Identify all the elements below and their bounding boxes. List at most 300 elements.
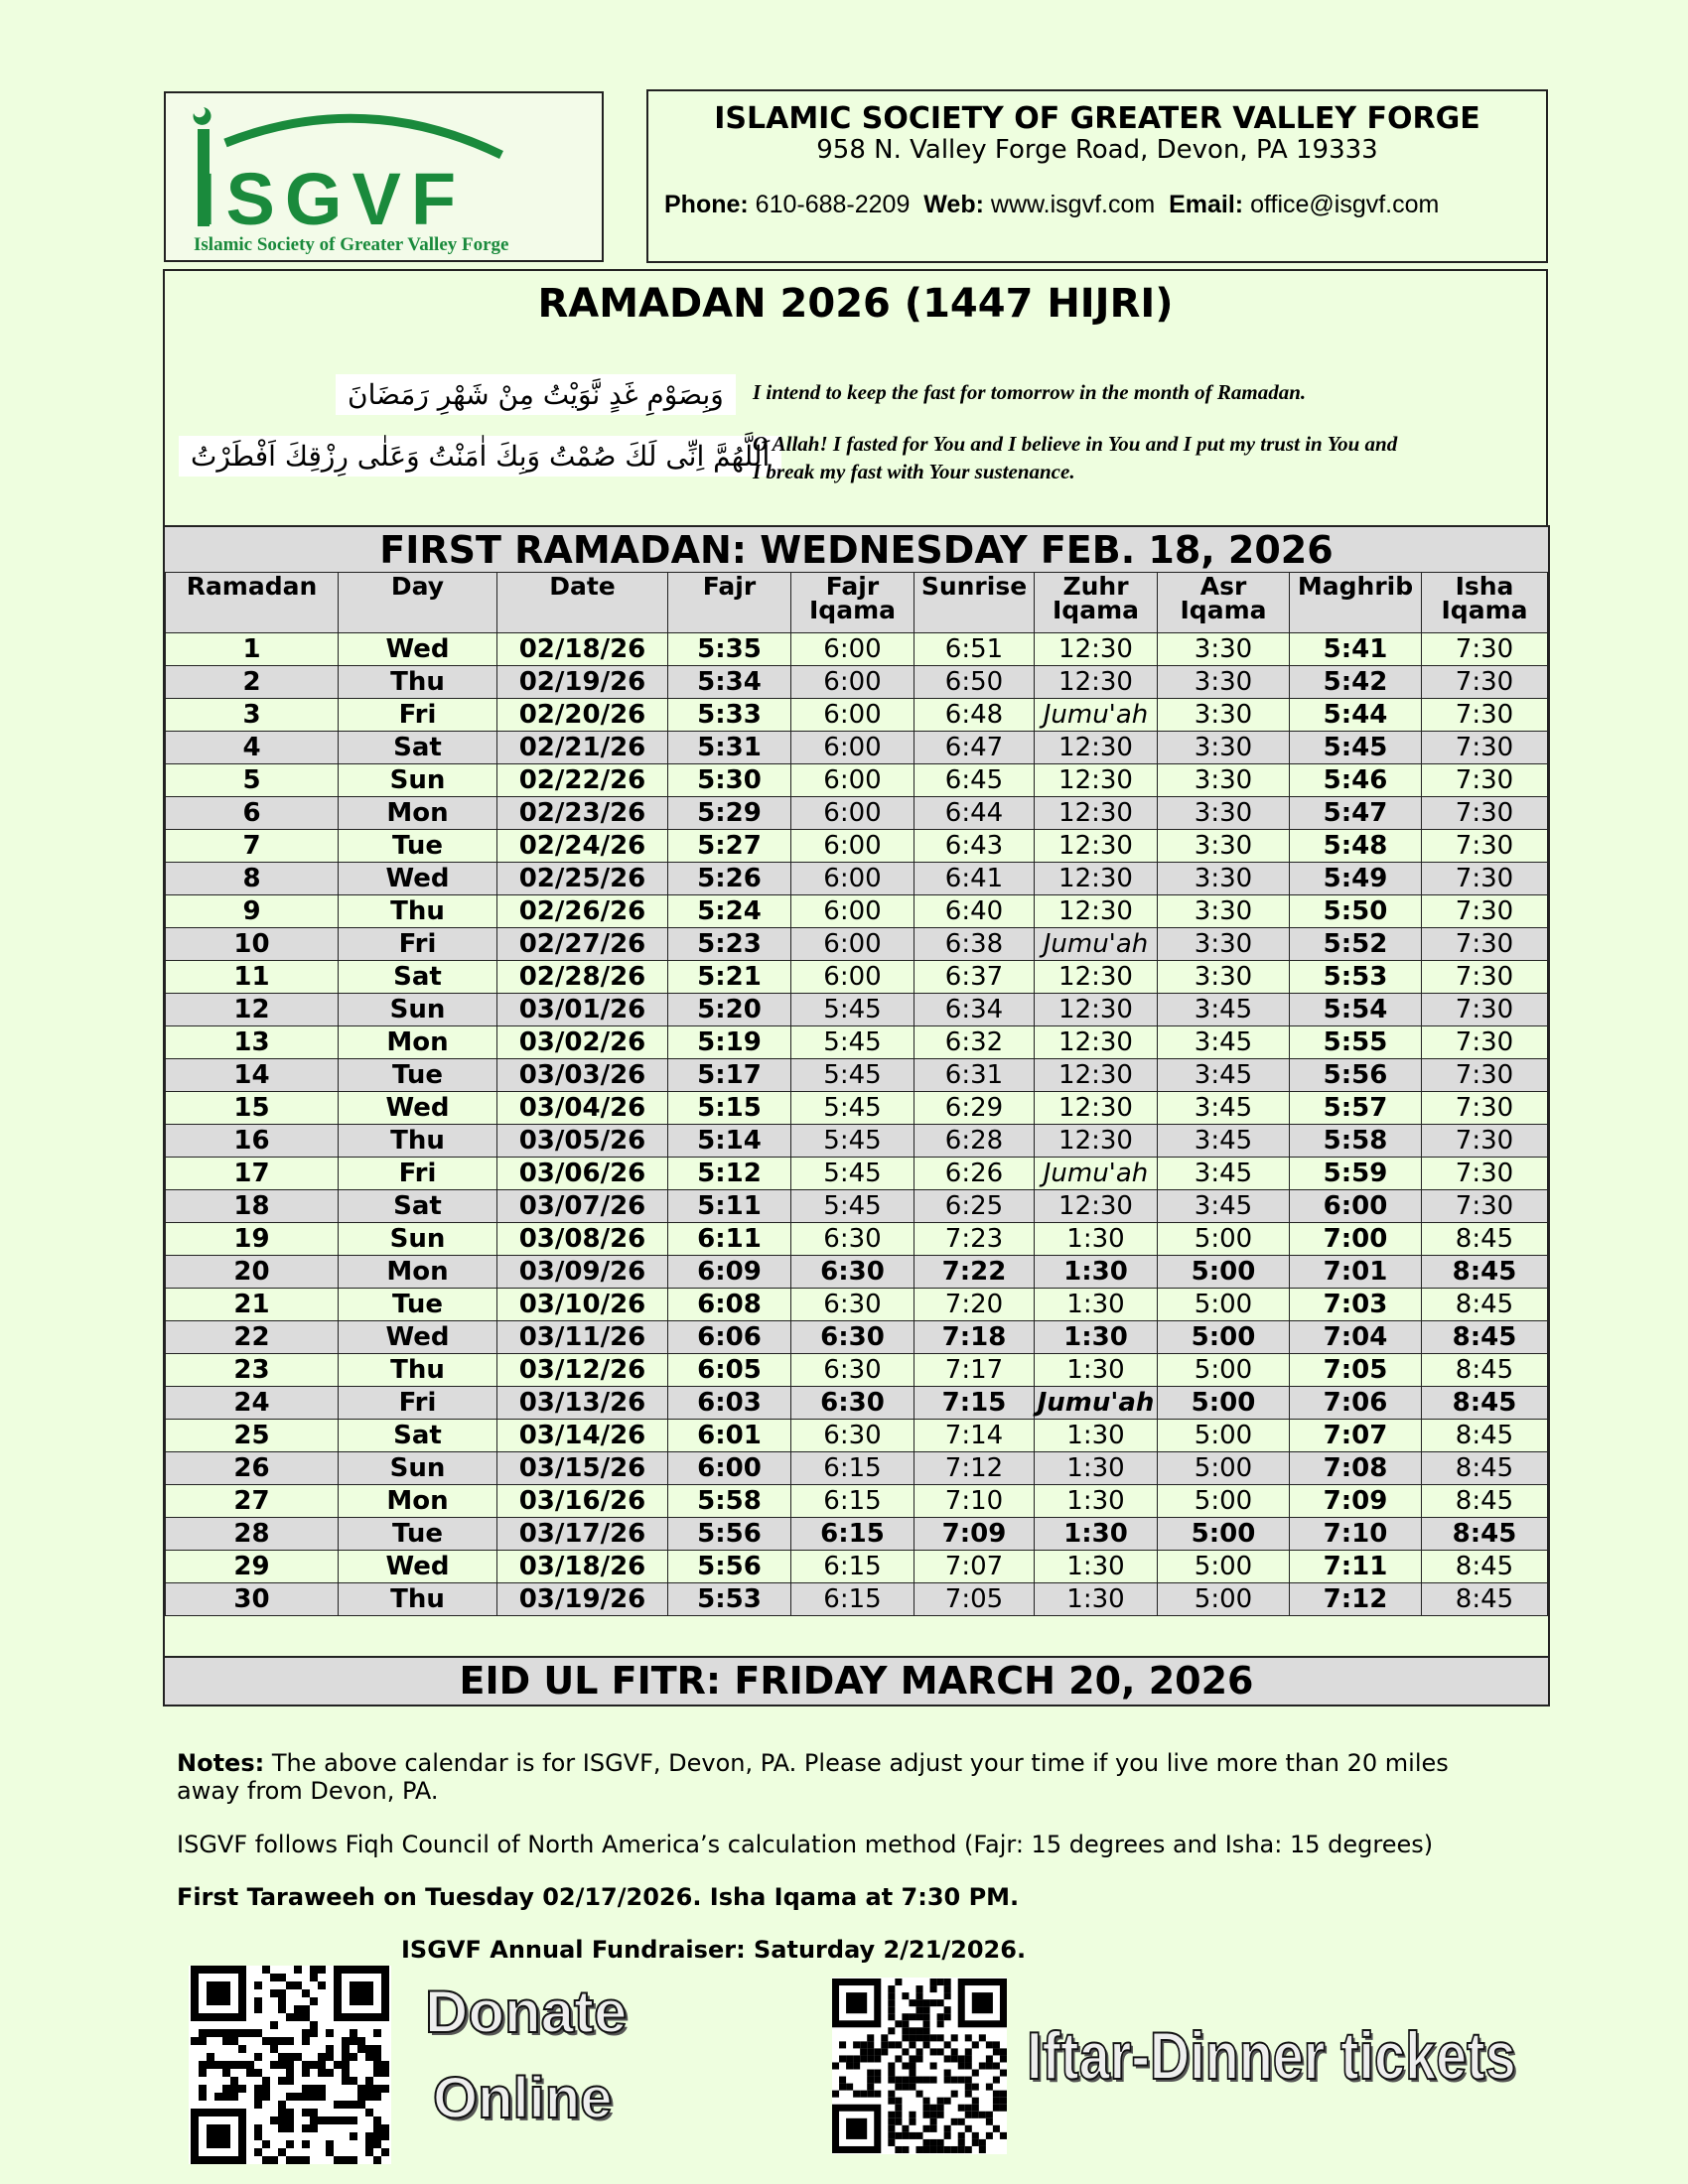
- calc-method-note: ISGVF follows Fiqh Council of North America’s calculation method (Fajr: 15 degrees and Isha: 15 degrees): [177, 1831, 1434, 1858]
- table-cell: 21: [166, 1289, 339, 1321]
- table-cell: 1:30: [1035, 1452, 1158, 1485]
- table-cell: 5:45: [791, 1026, 914, 1059]
- table-cell: 6:30: [791, 1354, 914, 1387]
- table-cell: 5:31: [668, 732, 791, 764]
- table-cell: 7:10: [1290, 1518, 1422, 1551]
- notes-label: Notes:: [177, 1749, 265, 1777]
- table-cell: Wed: [339, 1092, 497, 1125]
- timetable-title: FIRST RAMADAN: WEDNESDAY FEB. 18, 2026: [165, 527, 1548, 574]
- table-cell: 8:45: [1422, 1256, 1548, 1289]
- table-cell: 28: [166, 1518, 339, 1551]
- table-cell: 19: [166, 1223, 339, 1256]
- table-cell: 03/09/26: [497, 1256, 668, 1289]
- table-cell: 5:00: [1158, 1551, 1290, 1583]
- table-cell: 7:10: [914, 1485, 1035, 1518]
- table-cell: 5:45: [791, 1059, 914, 1092]
- table-cell: 5:56: [668, 1518, 791, 1551]
- table-row: [166, 1026, 1548, 1059]
- table-cell: 5:00: [1158, 1387, 1290, 1420]
- table-cell: 11: [166, 961, 339, 994]
- table-cell: Mon: [339, 797, 497, 830]
- notes-text-2: away from Devon, PA.: [177, 1777, 439, 1805]
- table-cell: Sun: [339, 994, 497, 1026]
- email-label: Email:: [1169, 191, 1244, 218]
- table-row: [166, 797, 1548, 830]
- table-cell: 5:45: [791, 1092, 914, 1125]
- table-row: [166, 1059, 1548, 1092]
- table-cell: 7:09: [1290, 1485, 1422, 1518]
- table-cell: 7:17: [914, 1354, 1035, 1387]
- table-cell: 6:00: [791, 797, 914, 830]
- table-cell: 1:30: [1035, 1583, 1158, 1616]
- table-row: [166, 1387, 1548, 1420]
- table-cell: 6:09: [668, 1256, 791, 1289]
- table-cell: 6:00: [791, 830, 914, 863]
- table-cell: 6:15: [791, 1452, 914, 1485]
- table-cell: 6:30: [791, 1387, 914, 1420]
- table-cell: 6:43: [914, 830, 1035, 863]
- table-cell: 26: [166, 1452, 339, 1485]
- table-cell: 8:45: [1422, 1223, 1548, 1256]
- table-cell: 02/26/26: [497, 895, 668, 928]
- table-cell: 12:30: [1035, 764, 1158, 797]
- table-cell: 03/06/26: [497, 1158, 668, 1190]
- table-cell: 6:11: [668, 1223, 791, 1256]
- table-cell: 03/14/26: [497, 1420, 668, 1452]
- table-cell: 5:23: [668, 928, 791, 961]
- table-cell: 7:30: [1422, 830, 1548, 863]
- table-cell: 3:45: [1158, 1125, 1290, 1158]
- table-cell: 5:50: [1290, 895, 1422, 928]
- table-cell: 5:59: [1290, 1158, 1422, 1190]
- table-cell: Jumu'ah: [1035, 699, 1158, 732]
- table-row: [166, 1125, 1548, 1158]
- table-cell: 03/11/26: [497, 1321, 668, 1354]
- web-label: Web:: [923, 191, 984, 218]
- table-cell: Wed: [339, 1321, 497, 1354]
- table-cell: 1:30: [1035, 1223, 1158, 1256]
- table-row: [166, 633, 1548, 666]
- table-cell: 6:00: [791, 895, 914, 928]
- table-cell: 7:30: [1422, 1092, 1548, 1125]
- table-row: [166, 764, 1548, 797]
- table-cell: 15: [166, 1092, 339, 1125]
- logo-tagline: Islamic Society of Greater Valley Forge: [194, 234, 509, 255]
- table-cell: 4: [166, 732, 339, 764]
- table-cell: 30: [166, 1583, 339, 1616]
- table-cell: 17: [166, 1158, 339, 1190]
- table-cell: 6:29: [914, 1092, 1035, 1125]
- table-cell: 3:30: [1158, 666, 1290, 699]
- table-row: [166, 1190, 1548, 1223]
- table-cell: 7:30: [1422, 732, 1548, 764]
- table-cell: 5: [166, 764, 339, 797]
- table-cell: 5:53: [1290, 961, 1422, 994]
- table-cell: Tue: [339, 830, 497, 863]
- table-cell: 5:11: [668, 1190, 791, 1223]
- table-row: [166, 1158, 1548, 1190]
- table-cell: 5:49: [1290, 863, 1422, 895]
- iftar-dinner-tickets-text[interactable]: Iftar-Dinner tickets: [1027, 2018, 1516, 2094]
- table-cell: 03/04/26: [497, 1092, 668, 1125]
- table-cell: Wed: [339, 863, 497, 895]
- logo-box: [164, 91, 604, 262]
- table-cell: 12: [166, 994, 339, 1026]
- table-cell: 3:45: [1158, 1092, 1290, 1125]
- table-cell: 7:30: [1422, 895, 1548, 928]
- table-cell: 02/19/26: [497, 666, 668, 699]
- table-cell: 6:06: [668, 1321, 791, 1354]
- timetable-grid: [165, 572, 1548, 1616]
- table-cell: 23: [166, 1354, 339, 1387]
- table-cell: 7:20: [914, 1289, 1035, 1321]
- table-cell: 5:00: [1158, 1518, 1290, 1551]
- table-cell: 9: [166, 895, 339, 928]
- table-cell: Jumu'ah: [1035, 928, 1158, 961]
- org-contact-line: [664, 191, 1439, 219]
- table-cell: 8:45: [1422, 1485, 1548, 1518]
- table-cell: 1:30: [1035, 1420, 1158, 1452]
- table-row: [166, 732, 1548, 764]
- fundraiser-note: [401, 1936, 1026, 1964]
- table-cell: 3:30: [1158, 732, 1290, 764]
- table-row: [166, 1518, 1548, 1551]
- table-row: [166, 1485, 1548, 1518]
- table-cell: 3:30: [1158, 928, 1290, 961]
- table-cell: Sun: [339, 764, 497, 797]
- table-cell: 6:32: [914, 1026, 1035, 1059]
- table-cell: 12:30: [1035, 797, 1158, 830]
- column-header: Sunrise: [914, 573, 1035, 633]
- web-link[interactable]: www.isgvf.com: [990, 191, 1156, 218]
- table-cell: 5:29: [668, 797, 791, 830]
- table-cell: 7: [166, 830, 339, 863]
- table-cell: 6:51: [914, 633, 1035, 666]
- table-cell: 02/18/26: [497, 633, 668, 666]
- table-cell: 3:45: [1158, 994, 1290, 1026]
- table-cell: 6:45: [914, 764, 1035, 797]
- table-cell: 6:00: [791, 633, 914, 666]
- table-cell: 3:30: [1158, 830, 1290, 863]
- table-cell: 12:30: [1035, 666, 1158, 699]
- table-cell: 6:01: [668, 1420, 791, 1452]
- donate-text[interactable]: Donate: [425, 1979, 628, 2045]
- ramadan-title: RAMADAN 2026 (1447 HIJRI): [537, 281, 1174, 327]
- eid-footer: EID UL FITR: FRIDAY MARCH 20, 2026: [165, 1656, 1548, 1705]
- table-cell: 8:45: [1422, 1354, 1548, 1387]
- table-cell: 12:30: [1035, 1092, 1158, 1125]
- table-cell: Sun: [339, 1452, 497, 1485]
- table-cell: 6:31: [914, 1059, 1035, 1092]
- prayer-timetable: [163, 525, 1550, 1706]
- table-cell: 8:45: [1422, 1321, 1548, 1354]
- taraweeh-note: First Taraweeh on Tuesday 02/17/2026. Isha Iqama at 7:30 PM.: [177, 1883, 1020, 1911]
- table-cell: 5:34: [668, 666, 791, 699]
- table-cell: 3:30: [1158, 699, 1290, 732]
- table-cell: 5:27: [668, 830, 791, 863]
- table-row: [166, 994, 1548, 1026]
- table-cell: 7:22: [914, 1256, 1035, 1289]
- table-cell: 1:30: [1035, 1321, 1158, 1354]
- phone-label: Phone:: [664, 191, 749, 218]
- table-row: [166, 1452, 1548, 1485]
- table-cell: 7:30: [1422, 994, 1548, 1026]
- table-cell: 6:15: [791, 1518, 914, 1551]
- table-cell: 6:34: [914, 994, 1035, 1026]
- table-cell: 7:04: [1290, 1321, 1422, 1354]
- table-cell: 7:15: [914, 1387, 1035, 1420]
- table-cell: 8:45: [1422, 1420, 1548, 1452]
- table-cell: 7:30: [1422, 764, 1548, 797]
- table-cell: 03/12/26: [497, 1354, 668, 1387]
- table-cell: 6:00: [791, 928, 914, 961]
- table-cell: 5:00: [1158, 1321, 1290, 1354]
- table-cell: Thu: [339, 1583, 497, 1616]
- table-cell: 5:45: [791, 1190, 914, 1223]
- table-cell: 7:11: [1290, 1551, 1422, 1583]
- table-cell: 5:00: [1158, 1583, 1290, 1616]
- table-cell: 02/28/26: [497, 961, 668, 994]
- table-cell: Thu: [339, 1354, 497, 1387]
- dua-iftar-arabic: اَللَّهُمَّ اِنِّى لَكَ صُمْتُ وَبِكَ اٰمَنْتُ وَعَلٰى رِزْقِكَ اَفْطَرْتُ: [179, 436, 781, 477]
- table-cell: 7:30: [1422, 1059, 1548, 1092]
- table-row: [166, 895, 1548, 928]
- table-cell: 6:26: [914, 1158, 1035, 1190]
- table-cell: Wed: [339, 633, 497, 666]
- table-cell: Sat: [339, 961, 497, 994]
- column-header: Zuhr Iqama: [1035, 573, 1158, 633]
- table-cell: 5:14: [668, 1125, 791, 1158]
- table-cell: 6:30: [791, 1256, 914, 1289]
- table-cell: Jumu'ah: [1035, 1387, 1158, 1420]
- table-cell: 6:47: [914, 732, 1035, 764]
- table-cell: 6:28: [914, 1125, 1035, 1158]
- table-cell: 7:30: [1422, 797, 1548, 830]
- table-cell: 03/08/26: [497, 1223, 668, 1256]
- table-cell: 5:45: [1290, 732, 1422, 764]
- table-cell: Sat: [339, 732, 497, 764]
- table-cell: 5:41: [1290, 633, 1422, 666]
- table-cell: 6:00: [668, 1452, 791, 1485]
- table-cell: 5:53: [668, 1583, 791, 1616]
- table-cell: 03/03/26: [497, 1059, 668, 1092]
- table-cell: Thu: [339, 895, 497, 928]
- table-cell: Mon: [339, 1256, 497, 1289]
- table-cell: Jumu'ah: [1035, 1158, 1158, 1190]
- table-cell: 6:00: [791, 666, 914, 699]
- table-cell: 03/19/26: [497, 1583, 668, 1616]
- table-cell: 24: [166, 1387, 339, 1420]
- table-cell: 1:30: [1035, 1518, 1158, 1551]
- table-cell: 18: [166, 1190, 339, 1223]
- table-cell: 7:03: [1290, 1289, 1422, 1321]
- table-cell: 3:45: [1158, 1190, 1290, 1223]
- dua-intention-english: I intend to keep the fast for tomorrow in the month of Ramadan.: [753, 380, 1307, 404]
- table-cell: 12:30: [1035, 1026, 1158, 1059]
- table-cell: 2: [166, 666, 339, 699]
- table-cell: 7:12: [914, 1452, 1035, 1485]
- table-cell: 5:42: [1290, 666, 1422, 699]
- table-cell: 5:21: [668, 961, 791, 994]
- table-cell: 6:05: [668, 1354, 791, 1387]
- table-cell: 7:18: [914, 1321, 1035, 1354]
- table-cell: 12:30: [1035, 863, 1158, 895]
- table-cell: 5:45: [791, 1158, 914, 1190]
- column-header: Fajr Iqama: [791, 573, 914, 633]
- table-cell: 7:07: [1290, 1420, 1422, 1452]
- column-header: Maghrib: [1290, 573, 1422, 633]
- table-cell: 5:56: [1290, 1059, 1422, 1092]
- table-row: [166, 1256, 1548, 1289]
- contact-box: [646, 89, 1548, 263]
- table-cell: 7:12: [1290, 1583, 1422, 1616]
- email-link[interactable]: office@isgvf.com: [1250, 191, 1440, 218]
- table-cell: 6:50: [914, 666, 1035, 699]
- table-cell: 6:15: [791, 1583, 914, 1616]
- table-cell: 02/21/26: [497, 732, 668, 764]
- fundraiser-date: : Saturday 2/21/2026.: [736, 1936, 1027, 1964]
- table-cell: 3:30: [1158, 797, 1290, 830]
- table-cell: 7:09: [914, 1518, 1035, 1551]
- table-cell: 8:45: [1422, 1452, 1548, 1485]
- table-cell: Tue: [339, 1289, 497, 1321]
- table-cell: 1: [166, 633, 339, 666]
- table-cell: Sat: [339, 1420, 497, 1452]
- table-cell: 8: [166, 863, 339, 895]
- table-cell: 7:30: [1422, 1026, 1548, 1059]
- table-cell: 3:45: [1158, 1026, 1290, 1059]
- table-cell: 6:00: [791, 699, 914, 732]
- column-header: Asr Iqama: [1158, 573, 1290, 633]
- table-cell: 3:30: [1158, 895, 1290, 928]
- fundraiser-label: ISGVF Annual Fundraiser: [401, 1936, 737, 1964]
- iftar-qr-code[interactable]: [832, 1978, 1007, 2154]
- table-cell: 12:30: [1035, 895, 1158, 928]
- table-cell: 5:20: [668, 994, 791, 1026]
- table-cell: 8:45: [1422, 1387, 1548, 1420]
- table-cell: 5:48: [1290, 830, 1422, 863]
- dua-iftar-english-2: I break my fast with Your sustenance.: [753, 460, 1075, 483]
- table-cell: 14: [166, 1059, 339, 1092]
- table-cell: 3:45: [1158, 1158, 1290, 1190]
- table-cell: 03/17/26: [497, 1518, 668, 1551]
- column-header: Isha Iqama: [1422, 573, 1548, 633]
- table-cell: 7:30: [1422, 666, 1548, 699]
- table-cell: 6:03: [668, 1387, 791, 1420]
- table-cell: 7:01: [1290, 1256, 1422, 1289]
- table-row: [166, 666, 1548, 699]
- table-cell: 02/24/26: [497, 830, 668, 863]
- table-cell: 12:30: [1035, 1125, 1158, 1158]
- column-header: Fajr: [668, 573, 791, 633]
- table-cell: 03/16/26: [497, 1485, 668, 1518]
- table-cell: 13: [166, 1026, 339, 1059]
- column-header: Day: [339, 573, 497, 633]
- table-cell: 27: [166, 1485, 339, 1518]
- table-cell: 5:26: [668, 863, 791, 895]
- table-cell: 8:45: [1422, 1551, 1548, 1583]
- table-cell: 29: [166, 1551, 339, 1583]
- table-cell: 6:25: [914, 1190, 1035, 1223]
- table-cell: 5:52: [1290, 928, 1422, 961]
- table-row: [166, 1583, 1548, 1616]
- table-cell: 03/01/26: [497, 994, 668, 1026]
- table-cell: Sat: [339, 1190, 497, 1223]
- table-cell: 16: [166, 1125, 339, 1158]
- table-cell: 12:30: [1035, 633, 1158, 666]
- phone-number[interactable]: 610-688-2209: [755, 191, 911, 218]
- table-cell: Thu: [339, 1125, 497, 1158]
- table-cell: 5:00: [1158, 1223, 1290, 1256]
- table-cell: 5:24: [668, 895, 791, 928]
- table-cell: 12:30: [1035, 1190, 1158, 1223]
- notes-text-1: The above calendar is for ISGVF, Devon, PA. Please adjust your time if you live more than 20 miles: [264, 1749, 1449, 1777]
- dua-intention-arabic: وَبِصَوْمِ غَدٍ نَّوَيْتُ مِنْ شَهْرِ رَمَضَانَ: [336, 374, 736, 415]
- table-cell: 3:45: [1158, 1059, 1290, 1092]
- table-cell: 20: [166, 1256, 339, 1289]
- table-cell: 6:40: [914, 895, 1035, 928]
- table-cell: 7:30: [1422, 633, 1548, 666]
- table-cell: 6:15: [791, 1485, 914, 1518]
- table-cell: 5:55: [1290, 1026, 1422, 1059]
- table-cell: 7:05: [1290, 1354, 1422, 1387]
- table-cell: 3:30: [1158, 863, 1290, 895]
- table-row: [166, 928, 1548, 961]
- donate-qr-code[interactable]: [189, 1966, 391, 2164]
- table-cell: 6:30: [791, 1289, 914, 1321]
- table-cell: 6:30: [791, 1223, 914, 1256]
- notes-line-1: [177, 1749, 1449, 1777]
- table-cell: 7:30: [1422, 699, 1548, 732]
- table-cell: 5:33: [668, 699, 791, 732]
- online-text[interactable]: Online: [433, 2066, 613, 2130]
- table-cell: 6:37: [914, 961, 1035, 994]
- table-cell: Fri: [339, 1158, 497, 1190]
- table-row: [166, 699, 1548, 732]
- table-cell: 7:06: [1290, 1387, 1422, 1420]
- table-cell: 12:30: [1035, 830, 1158, 863]
- table-row: [166, 830, 1548, 863]
- table-cell: 7:30: [1422, 863, 1548, 895]
- table-cell: Wed: [339, 1551, 497, 1583]
- table-cell: 5:00: [1158, 1452, 1290, 1485]
- table-cell: Fri: [339, 928, 497, 961]
- table-cell: 7:08: [1290, 1452, 1422, 1485]
- table-cell: 6:38: [914, 928, 1035, 961]
- table-cell: 1:30: [1035, 1256, 1158, 1289]
- dua-iftar-english-1: O Allah! I fasted for You and I believe in You and I put my trust in You and: [753, 432, 1398, 456]
- table-cell: 5:00: [1158, 1289, 1290, 1321]
- table-cell: 6:48: [914, 699, 1035, 732]
- table-cell: 7:07: [914, 1551, 1035, 1583]
- table-cell: 3: [166, 699, 339, 732]
- table-cell: 1:30: [1035, 1354, 1158, 1387]
- table-cell: 7:30: [1422, 1158, 1548, 1190]
- table-cell: 5:00: [1158, 1420, 1290, 1452]
- table-row: [166, 1223, 1548, 1256]
- table-cell: 3:30: [1158, 961, 1290, 994]
- table-cell: 5:54: [1290, 994, 1422, 1026]
- table-cell: 5:45: [791, 994, 914, 1026]
- table-cell: 25: [166, 1420, 339, 1452]
- table-row: [166, 1420, 1548, 1452]
- table-cell: 5:46: [1290, 764, 1422, 797]
- table-cell: 5:12: [668, 1158, 791, 1190]
- table-cell: 8:45: [1422, 1583, 1548, 1616]
- table-row: [166, 961, 1548, 994]
- table-cell: 3:30: [1158, 633, 1290, 666]
- table-cell: 12:30: [1035, 994, 1158, 1026]
